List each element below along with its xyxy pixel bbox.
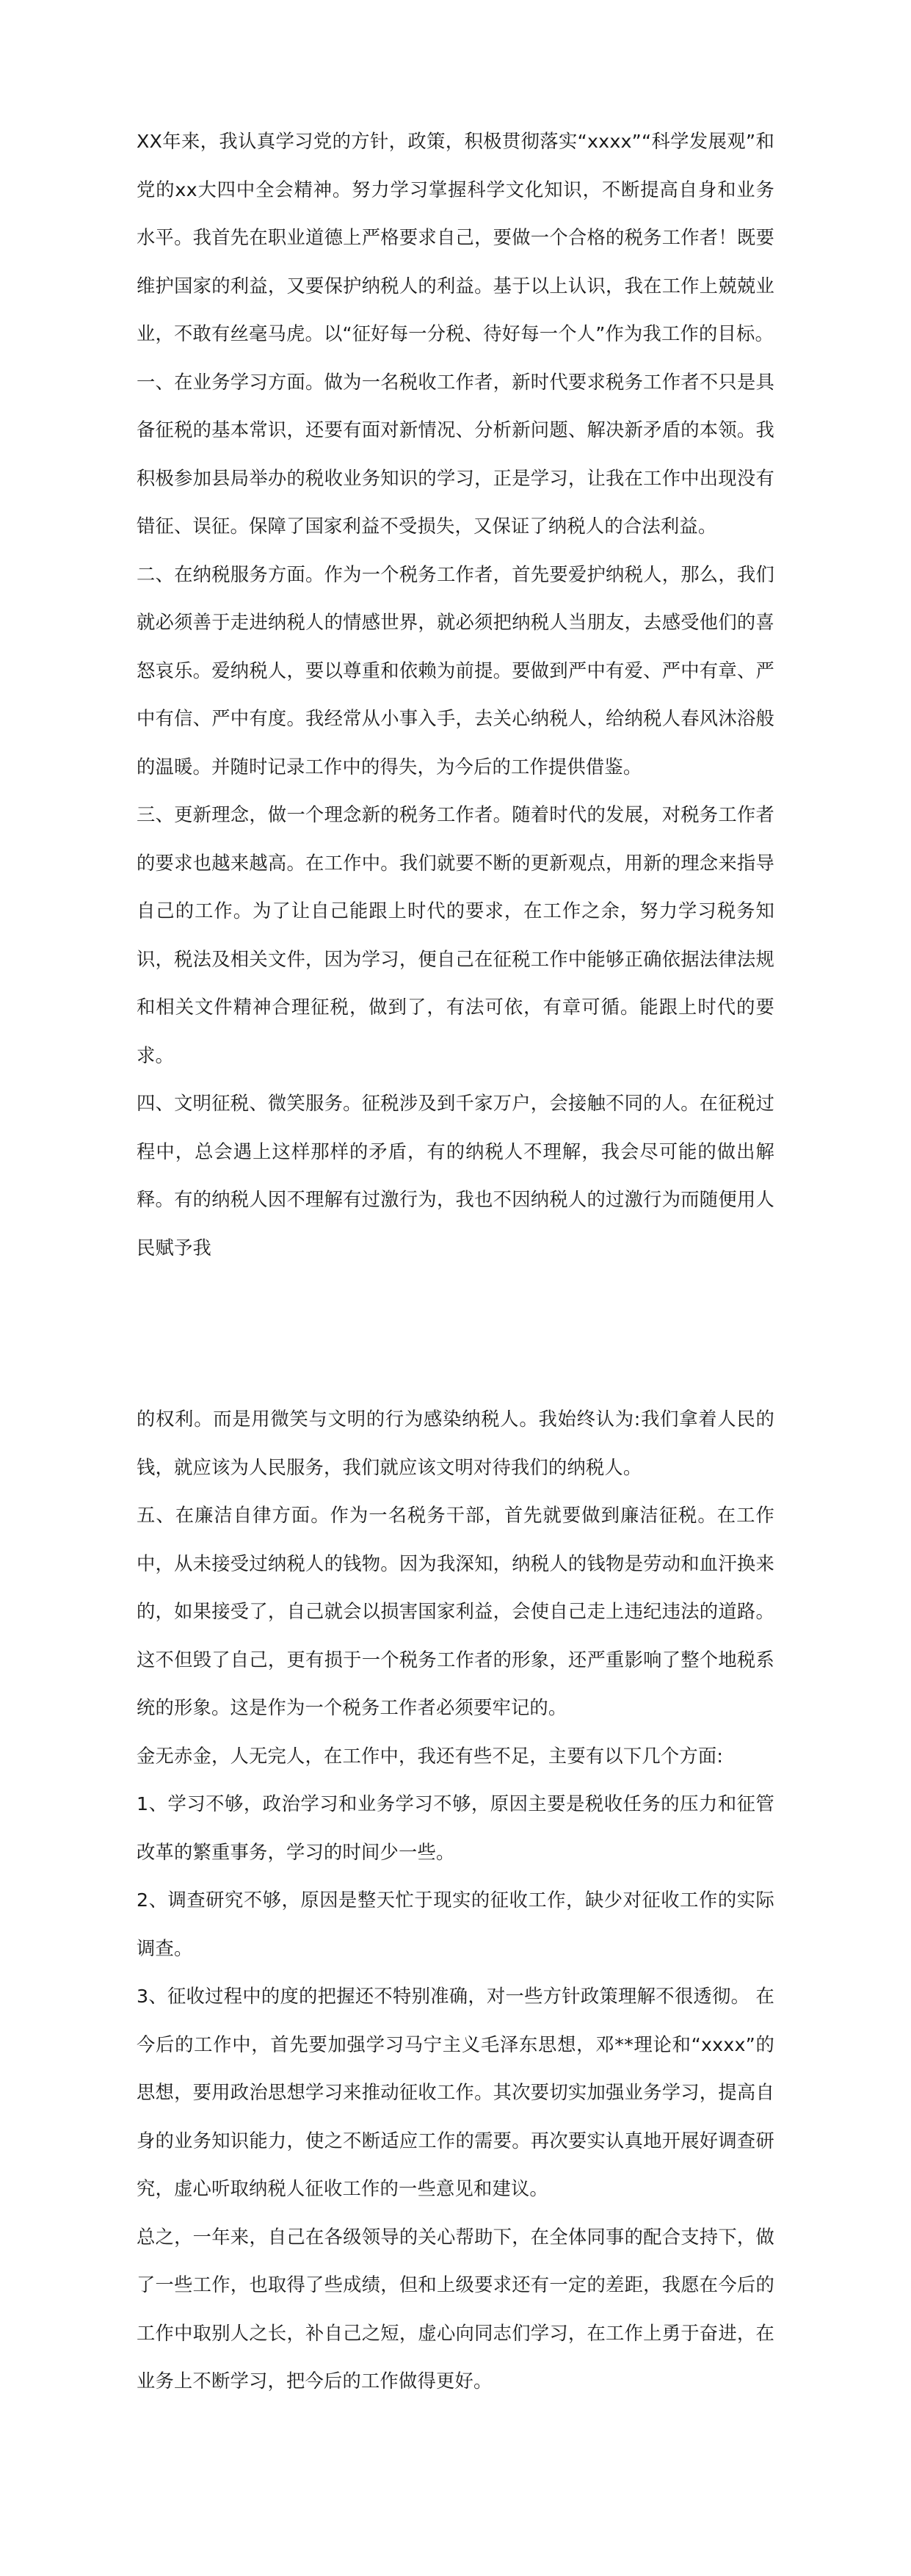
document-text-upper: [137, 117, 774, 1272]
paragraph-shortcomings-intro: 金无赤金，人无完人，在工作中，我还有些不足，主要有以下几个方面:: [137, 1745, 724, 1767]
paragraph-shortcoming-1: 1、学习不够，政治学习和业务学习不够，原因主要是税收任务的压力和征管改革的繁重事务，学习的时间少一些。: [137, 1793, 774, 1863]
paragraph-intro: XX年来，我认真学习党的方针，政策，积极贯彻落实“xxxx”“科学发展观”和党的xx大四中全会精神。努力学习掌握科学文化知识，不断提高自身和业务水平。我首先在职业道德上严格要求自己，要做一个合格的税务工作者！既要维护国家的利益，又要保护纳税人的利益。基于以上认识，我在工作上兢兢业业，不敢有丝毫马虎。以“征好每一分税、待好每一个人”作为我工作的目标。: [137, 131, 774, 344]
paragraph-civil-taxation: 四、文明征税、微笑服务。征税涉及到千家万户，会接触不同的人。在征税过程中，总会遇上这样那样的矛盾，有的纳税人不理解，我会尽可能的做出解释。有的纳税人因不理解有过激行为，我也不因纳税人的过激行为而随便用人民赋予我: [137, 1093, 774, 1259]
document-text-lower: [137, 1395, 774, 2406]
paragraph-civil-taxation-continued: 的权利。而是用微笑与文明的行为感染纳税人。我始终认为:我们拿着人民的钱，就应该为人民服务，我们就应该文明对待我们的纳税人。: [137, 1408, 774, 1478]
paragraph-shortcoming-2: 2、调查研究不够，原因是整天忙于现实的征收工作，缺少对征收工作的实际调查。: [137, 1889, 774, 1959]
paragraph-conclusion: 总之，一年来，自己在各级领导的关心帮助下，在全体同事的配合支持下，做了一些工作，也取得了些成绩，但和上级要求还有一定的差距，我愿在今后的工作中取别人之长，补自己之短，虚心向同志们学习，在工作上勇于奋进，在业务上不断学习，把今后的工作做得更好。: [137, 2226, 774, 2392]
paragraph-business-study: 一、在业务学习方面。做为一名税收工作者，新时代要求税务工作者不只是具备征税的基本常识，还要有面对新情况、分析新问题、解决新矛盾的本领。我积极参加县局举办的税收业务知识的学习，正是学习，让我在工作中出现没有错征、误征。保障了国家利益不受损失，又保证了纳税人的合法利益。: [137, 371, 774, 537]
paragraph-taxpayer-service: 二、在纳税服务方面。作为一个税务工作者，首先要爱护纳税人，那么，我们就必须善于走进纳税人的情感世界，就必须把纳税人当朋友，去感受他们的喜怒哀乐。爱纳税人，要以尊重和依赖为前提。要做到严中有爱、严中有章、严中有信、严中有度。我经常从小事入手，去关心纳税人，给纳税人春风沐浴般的温暖。并随时记录工作中的得失，为今后的工作提供借鉴。: [137, 563, 774, 778]
paragraph-new-concepts: 三、更新理念，做一个理念新的税务工作者。随着时代的发展，对税务工作者的要求也越来越高。在工作中。我们就要不断的更新观点，用新的理念来指导自己的工作。为了让自己能跟上时代的要求，在工作之余，努力学习税务知识，税法及相关文件，因为学习，便自己在征税工作中能够正确依据法律法规和相关文件精神合理征税，做到了，有法可依，有章可循。能跟上时代的要求。: [137, 804, 774, 1066]
paragraph-shortcoming-3: 3、征收过程中的度的把握还不特别准确，对一些方针政策理解不很透彻。 在今后的工作中，首先要加强学习马宁主义毛泽东思想，邓**理论和“xxxx”的思想，要用政治思想学习来推动征收工作。其次要切实加强业务学习，提高自身的业务知识能力，使之不断适应工作的需要。再次要实认真地开展好调查研究，虚心听取纳税人征收工作的一些意见和建议。: [137, 1986, 774, 2199]
paragraph-integrity: 五、在廉洁自律方面。作为一名税务干部，首先就要做到廉洁征税。在工作中，从未接受过纳税人的钱物。因为我深知，纳税人的钱物是劳动和血汗换来的，如果接受了，自己就会以损害国家利益，会使自己走上违纪违法的道路。这不但毁了自己，更有损于一个税务工作者的形象，还严重影响了整个地税系统的形象。这是作为一个税务工作者必须要牢记的。: [137, 1505, 774, 1718]
